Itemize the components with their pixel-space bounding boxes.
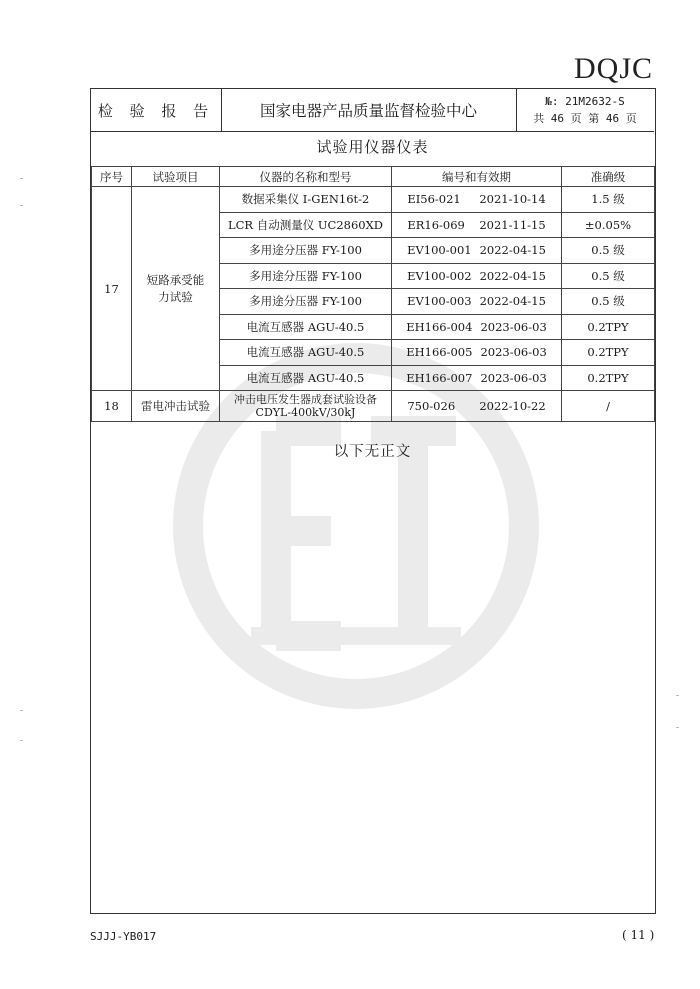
accuracy-cell: 0.2TPY: [562, 340, 655, 366]
instrument-code: ER16-069: [407, 217, 465, 232]
id-validity-cell: [392, 187, 562, 213]
margin-tick: [676, 727, 679, 728]
valid-date: 2022-04-15: [479, 268, 546, 283]
column-header: 准确级: [562, 167, 655, 187]
instrument-code: EH166-007: [406, 370, 473, 385]
form-code: SJJJ-YB017: [90, 930, 157, 943]
valid-date: 2022-04-15: [479, 243, 546, 258]
report-frame: [90, 88, 656, 914]
accuracy-cell: 0.2TPY: [562, 314, 655, 340]
instrument-cell: 电流互感器 AGU-40.5: [220, 314, 392, 340]
instrument-cell: 多用途分压器 FY-100: [220, 289, 392, 315]
valid-date: 2023-06-03: [480, 345, 547, 360]
accuracy-cell: ±0.05%: [562, 212, 655, 238]
table-header-row: [92, 167, 655, 187]
valid-date: 2023-06-03: [480, 319, 547, 334]
test-item-cell: 雷电冲击试验: [132, 391, 220, 422]
margin-tick: [20, 740, 23, 741]
report-number: №: 21M2632-S: [545, 95, 625, 108]
accuracy-cell: 0.5 级: [562, 289, 655, 315]
section-title: 试验用仪器仪表: [316, 138, 429, 156]
instrument-code: EH166-004: [406, 319, 473, 334]
accuracy-cell: /: [562, 391, 655, 422]
valid-date: 2022-10-22: [479, 399, 546, 413]
instrument-name: 冲击电压发生器成套试验设备: [234, 393, 377, 406]
seq-cell: 17: [92, 187, 132, 391]
column-header: 序号: [92, 167, 132, 187]
table-row: [92, 391, 655, 422]
instrument-cell: 电流互感器 AGU-40.5: [220, 340, 392, 366]
instrument-cell: 电流互感器 AGU-40.5: [220, 365, 392, 391]
table-row: [92, 187, 655, 213]
instrument-code: EI56-021: [407, 192, 461, 207]
id-validity-cell: [392, 340, 562, 366]
seq-cell: 18: [92, 391, 132, 422]
instrument-code: EH166-005: [406, 345, 473, 360]
margin-tick: [20, 710, 23, 711]
valid-date: 2021-10-14: [479, 192, 546, 207]
page-number: ( 11 ): [622, 928, 655, 942]
id-validity-cell: [392, 238, 562, 264]
instrument-cell: [220, 391, 392, 422]
instrument-code: EV100-002: [407, 268, 472, 283]
report-meta: [516, 89, 654, 131]
id-validity-cell: [392, 391, 562, 422]
brand-mark: DQJC: [574, 52, 654, 85]
margin-tick: [676, 695, 679, 696]
accuracy-cell: 0.5 级: [562, 263, 655, 289]
valid-date: 2022-04-15: [479, 294, 546, 309]
id-validity-cell: [392, 365, 562, 391]
valid-date: 2023-06-03: [480, 370, 547, 385]
instrument-cell: 多用途分压器 FY-100: [220, 263, 392, 289]
accuracy-cell: 1.5 级: [562, 187, 655, 213]
instrument-cell: 多用途分压器 FY-100: [220, 238, 392, 264]
margin-tick: [20, 205, 23, 206]
instrument-code: EV100-003: [407, 294, 472, 309]
doc-type-label: 检 验 报 告: [91, 89, 222, 131]
end-of-text-note: 以下无正文: [333, 444, 412, 460]
page-count: 共 46 页 第 46 页: [533, 112, 637, 125]
column-header: 仪器的名称和型号: [220, 167, 392, 187]
id-validity-cell: [392, 314, 562, 340]
instrument-cell: LCR 自动测量仪 UC2860XD: [220, 212, 392, 238]
test-item-cell: 短路承受能力试验: [132, 187, 220, 391]
accuracy-cell: 0.2TPY: [562, 365, 655, 391]
column-header: 编号和有效期: [392, 167, 562, 187]
instrument-cell: 数据采集仪 I-GEN16t-2: [220, 187, 392, 213]
id-validity-cell: [392, 263, 562, 289]
instrument-model: CDYL-400kV/30kJ: [255, 406, 356, 419]
instrument-code: 750-026: [407, 399, 456, 413]
id-validity-cell: [392, 289, 562, 315]
instrument-code: EV100-001: [407, 243, 472, 258]
accuracy-cell: 0.5 级: [562, 238, 655, 264]
institute-name: 国家电器产品质量监督检验中心: [221, 89, 517, 131]
id-validity-cell: [392, 212, 562, 238]
margin-tick: [20, 178, 23, 179]
valid-date: 2021-11-15: [479, 217, 546, 232]
column-header: 试验项目: [132, 167, 220, 187]
instrument-table: [91, 166, 655, 422]
report-header: [91, 89, 654, 132]
